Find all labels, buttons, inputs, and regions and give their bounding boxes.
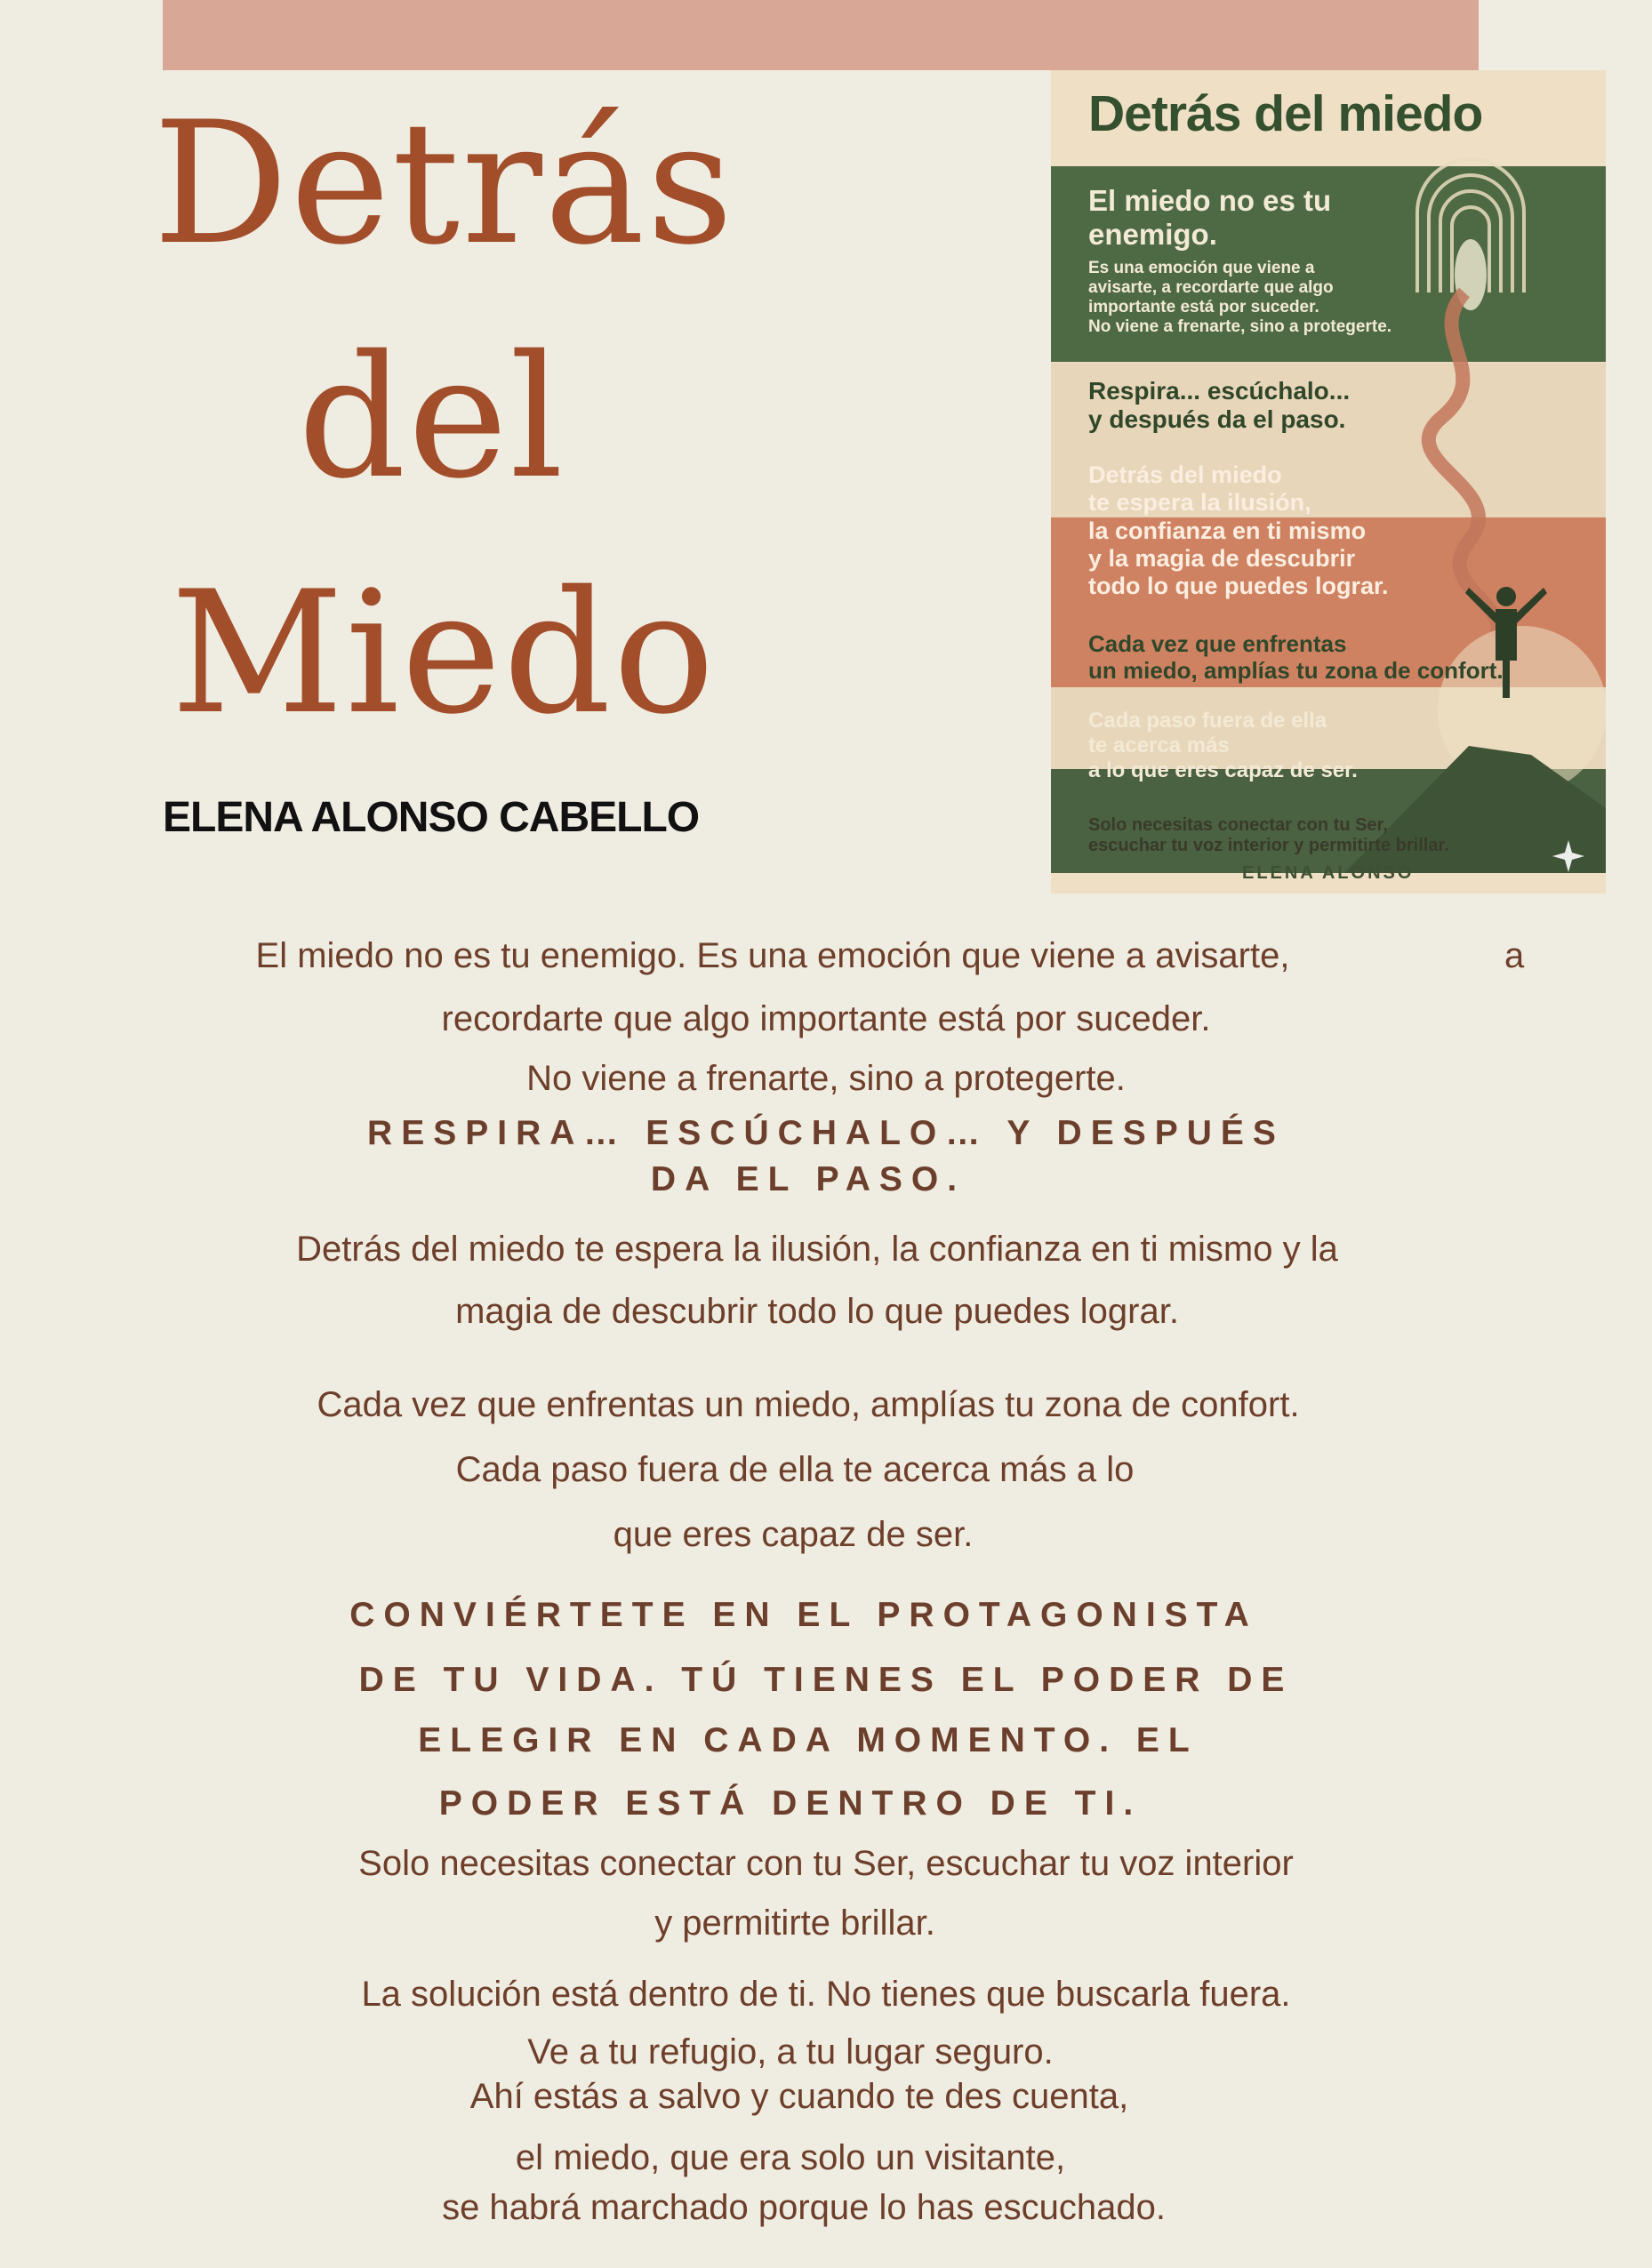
body-line: Cada vez que enfrentas un miedo, amplías tu zona de confort. xyxy=(317,1385,1300,1424)
body-line: Ve a tu refugio, a tu lugar seguro. xyxy=(527,2032,1054,2072)
caps-heading-line: ELEGIR EN CADA MOMENTO. EL xyxy=(418,1721,1199,1759)
body-line: El miedo no es tu enemigo. Es una emoción que viene a avisarte, xyxy=(255,936,1290,975)
poster-title: Detrás del miedo xyxy=(1088,85,1483,142)
poster-breathe-line: Respira... escúchalo... xyxy=(1088,377,1351,405)
poster-behind-line: todo lo que puedes lograr. xyxy=(1088,573,1389,600)
author-name: ELENA ALONSO CABELLO xyxy=(163,794,700,841)
title-line-3: Miedo xyxy=(171,555,717,751)
body-line: Solo necesitas conectar con tu Ser, escuchar tu voz interior xyxy=(358,1844,1294,1883)
poster-breathe-line: y después da el paso. xyxy=(1088,405,1346,434)
poster-step-line: Cada paso fuera de ella xyxy=(1088,709,1327,733)
poster-intro-line: importante está por suceder. xyxy=(1088,298,1319,317)
poster-footer xyxy=(1088,815,1449,856)
poster-comfort-line: Cada vez que enfrentas xyxy=(1088,630,1347,657)
poster-footer-line: Solo necesitas conectar con tu Ser, xyxy=(1088,815,1388,835)
poster-behind xyxy=(1088,461,1389,601)
poster-image xyxy=(1051,70,1606,894)
poster-heading xyxy=(1088,184,1331,252)
body-line: Detrás del miedo te espera la ilusión, la confianza en ti mismo y la xyxy=(296,1230,1338,1269)
caps-heading-line: RESPIRA… ESCÚCHALO… Y DESPUÉS xyxy=(367,1114,1285,1152)
poster-heading-line: enemigo. xyxy=(1088,218,1217,252)
poster-behind-line: la confianza en ti mismo xyxy=(1088,517,1367,544)
title-line-1: Detrás xyxy=(153,85,735,282)
poster-step xyxy=(1088,709,1358,782)
poster-comfort-line: un miedo, amplías tu zona de confort. xyxy=(1088,657,1504,685)
body-line: y permitirte brillar. xyxy=(654,1903,935,1943)
poster-behind-line: Detrás del miedo xyxy=(1088,461,1282,488)
poster-step-line: te acerca más xyxy=(1088,733,1230,757)
poster-author: ELENA ALONSO xyxy=(1242,863,1415,883)
poster-behind-line: te espera la ilusión, xyxy=(1088,489,1311,517)
body-line-tail: a xyxy=(1504,936,1525,975)
poster-intro-line: No viene a frenarte, sino a protegerte. xyxy=(1088,317,1392,337)
poster-step-line: a lo que eres capaz de ser. xyxy=(1088,757,1358,782)
caps-heading-line: DA EL PASO. xyxy=(650,1160,966,1198)
poster-behind-line: y la magia de descubrir xyxy=(1088,544,1356,572)
body-line: magia de descubrir todo lo que puedes lograr. xyxy=(455,1292,1179,1331)
caps-heading-line: CONVIÉRTETE EN EL PROTAGONISTA xyxy=(349,1596,1258,1634)
body-line: La solución está dentro de ti. No tienes que buscarla fuera. xyxy=(361,1975,1291,2014)
body-line: se habrá marchado porque lo has escuchado. xyxy=(442,2188,1166,2227)
path-icon xyxy=(1429,293,1498,639)
poster-breathe xyxy=(1088,377,1350,435)
body-line: recordarte que algo importante está por suceder. xyxy=(441,999,1211,1038)
poster-comfort xyxy=(1088,630,1504,684)
poster-intro-line: Es una emoción que viene a xyxy=(1088,259,1315,277)
poster-intro-line: avisarte, a recordarte que algo xyxy=(1088,278,1334,298)
poster-intro xyxy=(1088,259,1391,337)
poster-heading-line: El miedo no es tu xyxy=(1088,184,1332,217)
caps-heading-line: PODER ESTÁ DENTRO DE TI. xyxy=(438,1784,1143,1823)
top-accent-band xyxy=(163,0,1479,70)
body-line: Ahí estás a salvo y cuando te des cuenta, xyxy=(469,2077,1129,2116)
body-line: Cada paso fuera de ella te acerca más a lo xyxy=(455,1450,1135,1489)
caps-heading-line: DE TU VIDA. TÚ TIENES EL PODER DE xyxy=(358,1661,1294,1699)
body-line: el miedo, que era solo un visitante, xyxy=(515,2138,1066,2177)
body-line: que eres capaz de ser. xyxy=(613,1515,974,1554)
title-line-2: del xyxy=(298,319,565,516)
poster-footer-line: escuchar tu voz interior y permitirte brillar. xyxy=(1088,836,1449,856)
body-line: No viene a frenarte, sino a protegerte. xyxy=(526,1059,1126,1098)
